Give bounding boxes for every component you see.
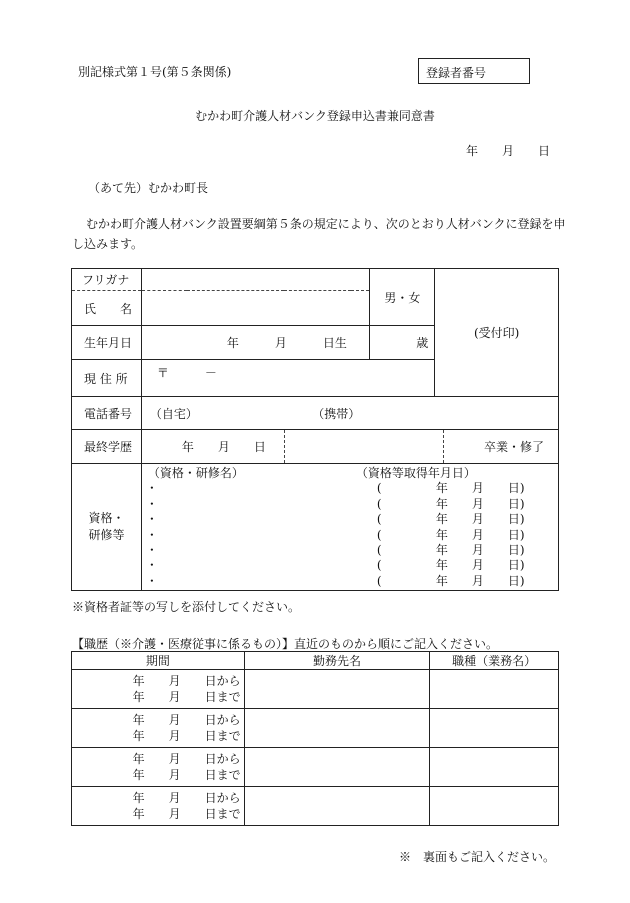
registration-number-box[interactable]: [418, 58, 530, 84]
qualification-label-cell: [72, 464, 142, 591]
education-date-template: 年 月 日: [181, 440, 266, 454]
phone-label: 電話番号: [84, 406, 133, 421]
education-status-field[interactable]: [444, 430, 559, 464]
employer-field[interactable]: [244, 748, 430, 787]
period-from: 年 月 日から: [132, 713, 241, 727]
education-status: 卒業・修了: [483, 440, 544, 454]
qual-date-open: (: [376, 512, 382, 527]
qualification-label-2: 研修等: [88, 528, 125, 542]
employer-field[interactable]: [244, 670, 430, 709]
col-job-label: 職種（業務名）: [452, 654, 537, 668]
period-field[interactable]: [72, 787, 245, 826]
name-label: 氏 名: [84, 301, 133, 316]
date-line: 年 月 日: [466, 144, 551, 158]
period-to: 年 月 日まで: [132, 768, 241, 782]
qual-bullet: ・: [145, 481, 158, 496]
period-from: 年 月 日から: [132, 674, 241, 688]
sex-selector[interactable]: [370, 269, 435, 326]
phone-label-cell: [72, 397, 142, 430]
work-history-row: [72, 787, 559, 826]
qualification-rows: [142, 481, 558, 589]
phone-home-field[interactable]: [141, 397, 284, 430]
work-history-row: [72, 670, 559, 709]
receipt-stamp-area: [435, 269, 559, 397]
furigana-label: フリガナ: [82, 273, 130, 287]
education-school-field[interactable]: [284, 430, 444, 464]
job-field[interactable]: [430, 709, 559, 748]
qual-date-open: (: [376, 527, 382, 542]
job-field[interactable]: [430, 748, 559, 787]
age-field[interactable]: [370, 326, 435, 360]
qual-date-open: (: [376, 573, 382, 588]
birth-label-cell: [72, 326, 142, 360]
name-field[interactable]: [141, 291, 370, 326]
phone-mobile-field[interactable]: [284, 397, 558, 430]
qual-bullet: ・: [145, 512, 158, 527]
addressee: （あて先）むかわ町長: [88, 181, 209, 195]
qual-date-template: 年 月 日): [435, 512, 525, 527]
col-period-label: 期間: [145, 654, 170, 668]
education-date-field[interactable]: [141, 430, 284, 464]
address-field[interactable]: [141, 360, 434, 397]
qual-date-open: (: [376, 496, 382, 511]
registration-number-label: 登録者番号: [426, 66, 487, 80]
address-label: 現 住 所: [84, 371, 128, 386]
qual-date-template: 年 月 日): [435, 558, 525, 573]
qualification-row[interactable]: [142, 558, 558, 573]
age-unit: 歳: [416, 336, 429, 350]
furigana-label-cell: [72, 269, 142, 291]
education-label: 最終学歴: [84, 440, 133, 454]
qualification-label-1: 資格・: [88, 511, 125, 525]
qual-date-template: 年 月 日): [435, 496, 525, 511]
qualification-row[interactable]: [142, 481, 558, 496]
birth-date-template: 年 月 日生: [226, 336, 347, 350]
qual-date-template: 年 月 日): [435, 481, 525, 496]
qualification-row[interactable]: [142, 543, 558, 558]
qualification-header: [142, 466, 558, 481]
postal-code-mark: 〒 －: [156, 366, 217, 380]
work-history-row: [72, 709, 559, 748]
phone-mobile-label: （携帯）: [312, 406, 361, 421]
intro-text-line2: し込みます。: [72, 237, 144, 251]
qual-date-template: 年 月 日): [435, 573, 525, 588]
employer-field[interactable]: [244, 709, 430, 748]
qualification-row[interactable]: [142, 497, 558, 512]
applicant-table: [71, 268, 559, 591]
work-history-table: [71, 651, 559, 826]
qual-date-template: 年 月 日): [435, 527, 525, 542]
job-field[interactable]: [430, 670, 559, 709]
qual-date-open: (: [376, 542, 382, 557]
col-job: [430, 652, 559, 670]
attachment-note: ※資格者証等の写しを添付してください。: [72, 600, 301, 614]
period-field[interactable]: [72, 709, 245, 748]
qualification-row[interactable]: [142, 574, 558, 589]
period-from: 年 月 日から: [132, 791, 241, 805]
work-history-rows: [72, 670, 559, 826]
period-field[interactable]: [72, 748, 245, 787]
qual-date-template: 年 月 日): [435, 542, 525, 557]
qual-header-date: （資格等取得年月日）: [355, 466, 476, 480]
period-to: 年 月 日まで: [132, 807, 241, 821]
col-employer-label: 勤務先名: [312, 654, 361, 668]
address-label-cell: [72, 360, 142, 397]
qualification-list[interactable]: [141, 464, 558, 591]
work-history-heading: 【職歴（※介護・医療従事に係るもの）】直近のものから順にご記入ください。: [72, 637, 499, 651]
name-label-cell: [72, 291, 142, 326]
education-label-cell: [72, 430, 142, 464]
receipt-stamp-label: (受付印): [473, 326, 520, 340]
period-to: 年 月 日まで: [132, 729, 241, 743]
form-reference: 別記様式第１号(第５条関係): [78, 65, 232, 79]
qualification-row[interactable]: [142, 512, 558, 527]
period-from: 年 月 日から: [132, 752, 241, 766]
col-period: [72, 652, 245, 670]
col-employer: [244, 652, 430, 670]
birth-label: 生年月日: [84, 336, 133, 350]
furigana-field[interactable]: [141, 269, 370, 291]
work-history-row: [72, 748, 559, 787]
back-page-note: ※ 裏面もご記入ください。: [399, 850, 556, 864]
employer-field[interactable]: [244, 787, 430, 826]
qual-date-open: (: [376, 481, 382, 496]
sex-options: 男・女: [384, 290, 421, 305]
intro-text-line1: むかわ町介護人材バンク設置要綱第５条の規定により、次のとおり人材バンクに登録を申: [86, 217, 566, 231]
qual-bullet: ・: [145, 558, 158, 573]
qual-bullet: ・: [145, 542, 158, 557]
period-field[interactable]: [72, 670, 245, 709]
qual-date-open: (: [376, 558, 382, 573]
document-title: むかわ町介護人材バンク登録申込書兼同意書: [195, 109, 435, 123]
birth-date-field[interactable]: [141, 326, 370, 360]
qual-bullet: ・: [145, 573, 158, 588]
phone-home-label: （自宅）: [149, 406, 198, 421]
qual-bullet: ・: [145, 527, 158, 542]
qualification-row[interactable]: [142, 528, 558, 543]
qual-bullet: ・: [145, 496, 158, 511]
job-field[interactable]: [430, 787, 559, 826]
qual-header-name: （資格・研修名）: [147, 466, 244, 480]
period-to: 年 月 日まで: [132, 690, 241, 704]
